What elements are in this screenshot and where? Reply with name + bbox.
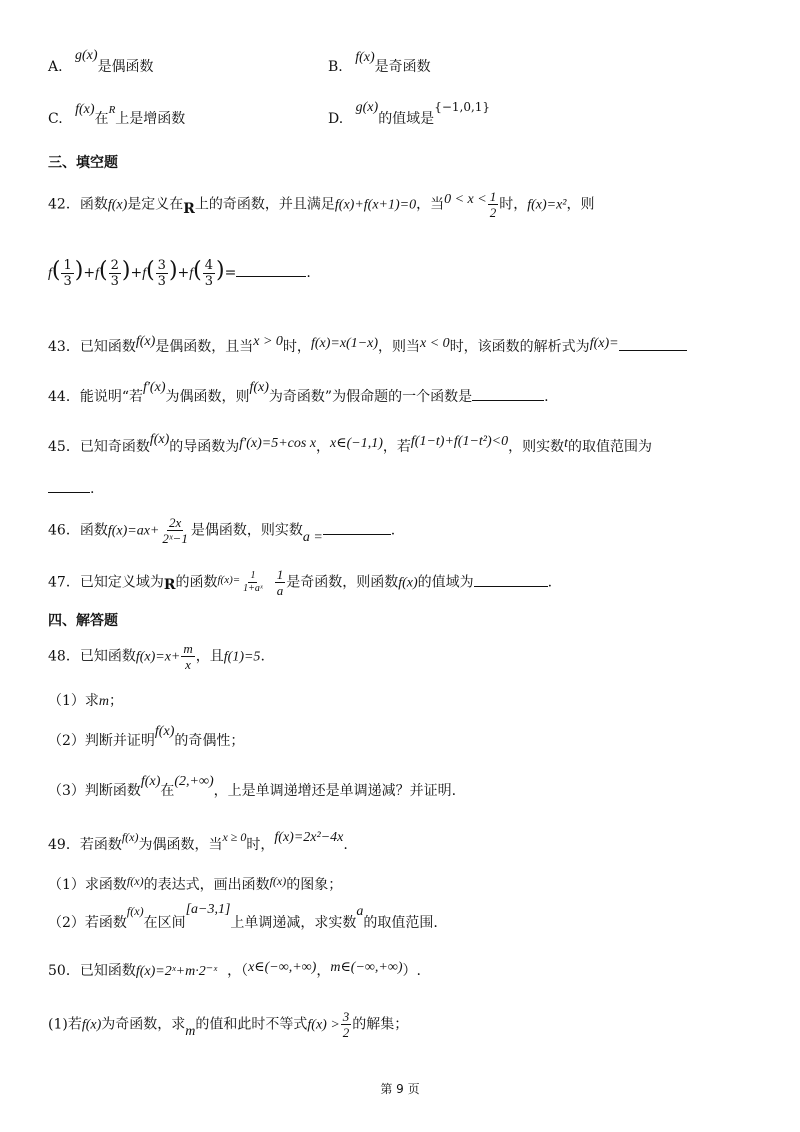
question-44: [48, 380, 549, 406]
option-letter: D.: [328, 111, 344, 127]
option-d: [328, 100, 491, 128]
math: f: [48, 266, 52, 281]
text: 是偶函数，则实数: [190, 522, 303, 539]
option-c: [48, 102, 186, 128]
numerator: 1: [276, 567, 284, 582]
question-43: [48, 336, 687, 356]
question-50: [48, 960, 421, 980]
option-text: 的值域是: [378, 111, 435, 127]
math: f(x) >: [307, 1017, 340, 1033]
text: ，则当: [378, 339, 421, 355]
option-b: [328, 50, 431, 76]
text: ，若: [382, 439, 411, 455]
answer-blank[interactable]: [236, 262, 306, 277]
numerator: 3: [342, 1009, 350, 1024]
math: m: [185, 1023, 196, 1039]
text: ，: [316, 439, 331, 455]
math: 0 < x <: [444, 191, 487, 207]
text: .: [343, 837, 348, 853]
text: 的图象；: [286, 877, 343, 893]
section-heading: 三、填空题: [48, 155, 118, 171]
math: f(x)+f(x+1)=0: [334, 197, 417, 213]
question-50-part-1: [48, 1010, 408, 1039]
text: 在区间: [143, 915, 186, 931]
math: m: [98, 694, 110, 709]
math: f(x)=x²: [527, 197, 567, 213]
numerator: m: [183, 641, 193, 656]
math: f(x): [81, 1017, 102, 1033]
option-text: 在: [94, 111, 109, 127]
math: f(1)=5: [223, 649, 261, 665]
math: f(x)=: [217, 573, 241, 586]
math: R: [183, 200, 195, 217]
math: f(x): [126, 874, 144, 888]
math: g(x): [355, 100, 379, 115]
question-47: [48, 568, 552, 597]
math: (2,+∞): [174, 774, 214, 789]
question-number: 45．已知奇函数: [48, 439, 150, 455]
math: x∈(−1,1): [330, 436, 383, 451]
text: .: [90, 481, 95, 497]
question-48-part-3: [48, 774, 457, 800]
option-letter: B.: [328, 59, 343, 75]
answer-blank[interactable]: [48, 478, 90, 493]
math: f(x)=: [589, 336, 619, 351]
text: 的取值范围为: [567, 439, 652, 455]
text: 的表达式，画出函数: [143, 877, 270, 893]
math: f(x): [249, 380, 269, 395]
denominator: 3: [110, 273, 119, 289]
math: [a−3,1]: [185, 902, 231, 917]
text: .: [260, 648, 265, 665]
numerator: 3: [157, 257, 166, 273]
text: 为奇函数，求: [101, 1016, 186, 1033]
fraction: [156, 259, 168, 288]
denominator: 2: [489, 205, 497, 220]
math: f′(x)=5+cos x: [239, 436, 317, 451]
math: x > 0: [253, 334, 283, 349]
math: f(x): [355, 50, 375, 65]
text: 的值域为: [417, 574, 474, 591]
math: f: [142, 266, 147, 281]
text: +: [177, 265, 190, 281]
question-42-sum: f( $\frac{1}{3}$ )+f( $\frac{2}{3}$ )+f( $\frac{3}{3}$ )+f( $\frac{4}{3}$ )= .: [48, 257, 311, 289]
text: 的值和此时不等式: [195, 1016, 308, 1033]
math: f(x)=2x²−4x: [274, 830, 344, 845]
text: ）.: [402, 963, 421, 979]
question-number: 48．已知函数: [48, 648, 136, 665]
answer-blank[interactable]: [619, 336, 687, 351]
text: 上单调递减，求实数: [230, 915, 357, 931]
math: m∈(−∞,+∞): [330, 960, 403, 975]
question-49-part-1: [48, 874, 342, 894]
text: 的取值范围.: [363, 915, 438, 931]
math: {−1,0,1}: [434, 100, 491, 114]
math: f(1−t)+f(1−t²)<0: [410, 434, 509, 449]
math: x < 0: [420, 336, 450, 351]
question-number: 44．能说明“若: [48, 389, 143, 405]
text: ，上是单调递增还是单调递减？并证明.: [213, 783, 457, 799]
question-48-part-1: [48, 690, 123, 710]
question-42: [48, 190, 595, 219]
math: R: [163, 576, 176, 593]
option-text: 上是增函数: [115, 111, 186, 127]
text: 为偶函数，则: [165, 389, 250, 405]
math: x∈(−∞,+∞): [248, 960, 317, 975]
option-text: 是偶函数: [97, 59, 154, 75]
question-46: [48, 516, 395, 545]
question-45-answer: [48, 478, 94, 497]
question-number: 49．若函数: [48, 837, 122, 853]
question-number: 47．已知定义域为: [48, 574, 164, 591]
denominator: 2: [342, 1025, 350, 1040]
denominator: 3: [63, 273, 72, 289]
text: 为偶函数，当: [138, 837, 223, 853]
text: 是定义在: [127, 196, 184, 213]
text: ，当: [416, 196, 445, 213]
text: 上的奇函数，并且满足: [194, 196, 335, 213]
math: g(x): [75, 48, 98, 63]
page-number: 第 9 页: [380, 1082, 420, 1096]
text: .: [390, 522, 396, 539]
option-a: [48, 48, 154, 76]
denominator: 3: [157, 273, 166, 289]
denominator: 2ˣ−1: [162, 531, 188, 546]
text: 的解集；: [352, 1016, 409, 1033]
math: R: [108, 104, 116, 116]
text: （2）判断并证明: [48, 733, 155, 749]
numerator: 1: [489, 189, 497, 204]
question-48: [48, 642, 265, 671]
denominator: x: [185, 657, 191, 672]
text: 的奇偶性；: [174, 733, 245, 749]
question-48-part-2: [48, 724, 245, 750]
fraction: [109, 259, 121, 288]
math: f: [95, 266, 99, 281]
fraction: [160, 516, 189, 545]
denominator: a: [276, 583, 284, 598]
math: f(x): [107, 197, 128, 213]
option-letter: C.: [48, 111, 63, 127]
denominator: 3: [204, 273, 214, 289]
answer-blank[interactable]: [474, 572, 548, 587]
math: f(x): [75, 102, 95, 117]
text: 是偶函数，且当: [155, 339, 254, 355]
text: =: [224, 265, 237, 281]
numerator: 4: [204, 257, 214, 273]
fraction: [203, 259, 215, 288]
fraction: [241, 571, 265, 594]
numerator: 1: [250, 570, 256, 581]
numerator: 1: [63, 257, 72, 273]
text: ，则: [566, 196, 595, 213]
math: a =: [302, 529, 323, 545]
text: 的函数: [175, 574, 218, 591]
question-49-part-2: [48, 902, 438, 932]
math: f(x): [135, 334, 156, 349]
math: t: [564, 436, 568, 451]
text: ，: [316, 963, 331, 979]
text: 为奇函数”为假命题的一个函数是: [268, 389, 473, 405]
question-number: 42．函数: [48, 196, 108, 213]
text: +: [130, 265, 143, 281]
text: （2）若函数: [48, 915, 127, 931]
text: .: [544, 389, 549, 405]
text: ，则实数: [508, 439, 565, 455]
math: f: [189, 266, 194, 281]
text: 是奇函数，则函数: [286, 574, 399, 591]
fraction: [341, 1010, 352, 1039]
math: f(x)=ax+: [107, 523, 160, 539]
text: +: [83, 265, 96, 281]
math: f′(x): [142, 380, 166, 395]
math: f(x)=x(1−x): [310, 336, 379, 351]
question-number: 50．已知函数: [48, 963, 136, 979]
denominator: 1+aˣ: [243, 583, 263, 594]
text: 的导函数为: [169, 439, 240, 455]
option-letter: A.: [48, 59, 63, 75]
math: f(x)=x+: [135, 649, 181, 665]
math: f(x): [126, 904, 144, 918]
numerator: 2x: [168, 515, 182, 530]
fraction: [181, 642, 194, 671]
question-number: 43．已知函数: [48, 339, 136, 355]
answer-blank[interactable]: [323, 520, 391, 535]
text: ，（: [227, 963, 249, 979]
question-number: 46．函数: [48, 522, 108, 539]
math: x ≥ 0: [222, 830, 247, 844]
question-49: [48, 830, 348, 854]
text: （1）求: [48, 693, 99, 709]
option-text: 是奇函数: [374, 59, 431, 75]
question-45: [48, 432, 652, 456]
text: .: [306, 265, 311, 281]
math: a: [356, 904, 364, 919]
math: f(x): [154, 724, 175, 739]
fraction: [61, 259, 73, 288]
text: 在: [160, 783, 175, 799]
text: （1）求函数: [48, 877, 127, 893]
math: f(x): [149, 432, 170, 447]
math: f(x): [269, 874, 287, 888]
math: f(x): [140, 774, 161, 789]
fraction: [275, 568, 286, 597]
text: ，且: [195, 648, 224, 665]
section-heading: 四、解答题: [48, 613, 118, 629]
text: (1)若: [48, 1016, 82, 1033]
text: 时，该函数的解析式为: [449, 339, 590, 355]
math: f(x): [121, 830, 139, 844]
text: 时，: [246, 837, 275, 853]
fraction: [488, 190, 499, 219]
math: f(x)=2ˣ+m·2⁻ˣ: [135, 964, 218, 979]
text: （3）判断函数: [48, 783, 141, 799]
math: f(x): [398, 575, 418, 591]
text: 时，: [282, 339, 311, 355]
text: .: [547, 574, 553, 591]
answer-blank[interactable]: [472, 386, 544, 401]
numerator: 2: [110, 257, 119, 273]
text: 时，: [499, 196, 528, 213]
text: ；: [109, 693, 124, 709]
